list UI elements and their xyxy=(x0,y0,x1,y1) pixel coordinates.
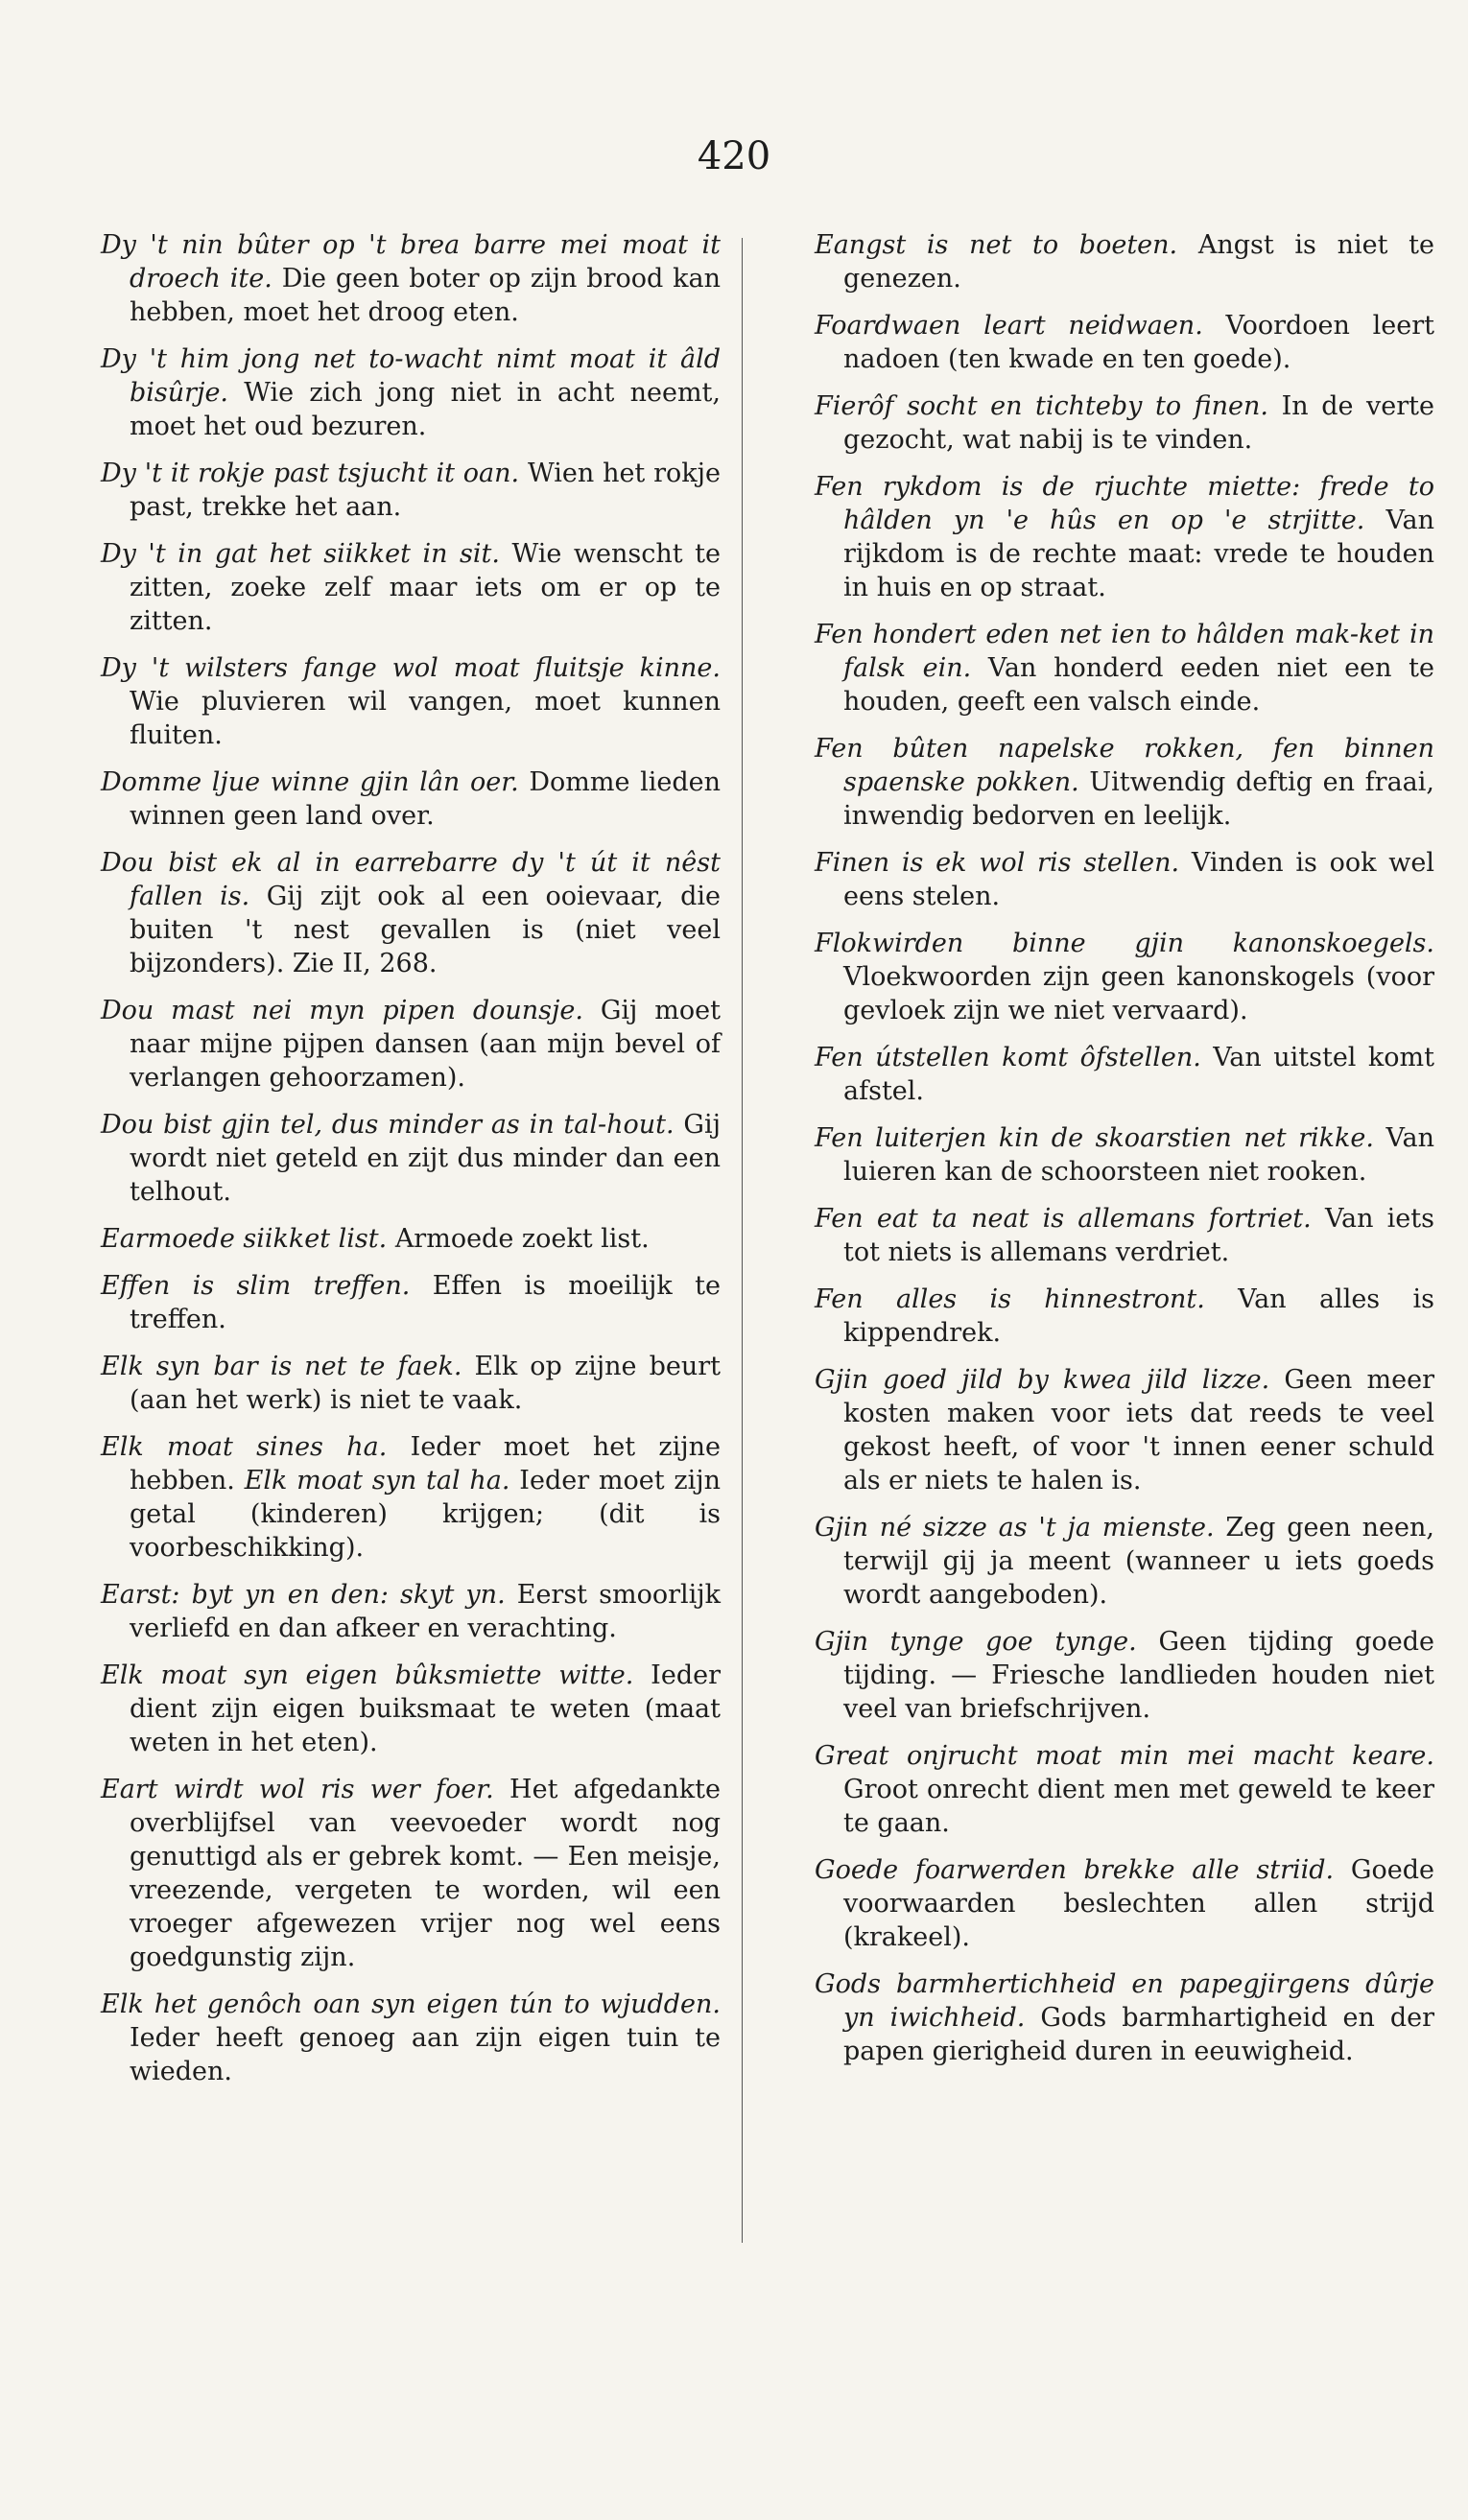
frisian-proverb: Dy 't in gat het siikket in sit. xyxy=(101,539,500,569)
dutch-translation: Zeg geen neen, terwijl gij ja meent (wanneer u iets goeds wordt aangeboden). xyxy=(843,1513,1434,1610)
proverb-entry xyxy=(101,1222,721,1256)
frisian-proverb: Domme ljue winne gjin lân oer. xyxy=(101,767,519,797)
dutch-translation: Geen tijding goede tijding. — Friesche landlieden houden niet veel van briefschrijven. xyxy=(843,1627,1435,1724)
proverb-entry xyxy=(815,927,1434,1027)
dutch-translation: Ieder moet het zijne hebben. xyxy=(130,1432,721,1496)
dutch-translation: Gij wordt niet geteld en zijt dus minder dan een telhout. xyxy=(130,1110,721,1207)
dutch-translation: Voordoen leert nadoen (ten kwade en ten goede). xyxy=(843,311,1434,374)
proverb-entry xyxy=(815,309,1434,376)
proverb-entry xyxy=(815,1967,1434,2068)
dutch-translation: Uitwendig deftig en fraai, inwendig bedorven en leelijk. xyxy=(843,767,1434,831)
frisian-proverb: Dy 't him jong net to-wacht nimt moat it âld bisûrje. xyxy=(101,344,721,408)
frisian-proverb: Gjin né sizze as 't ja mienste. xyxy=(815,1513,1215,1543)
frisian-proverb: Dou mast nei myn pipen dounsje. xyxy=(101,996,583,1025)
frisian-proverb: Goede foarwerden brekke alle striid. xyxy=(815,1855,1335,1885)
proverb-entry xyxy=(101,1988,721,2088)
dutch-translation: Van rijkdom is de rechte maat: vrede te houden in huis en op straat. xyxy=(843,506,1434,602)
frisian-proverb: Fen luiterjen kin de skoarstien net rikke. xyxy=(815,1123,1374,1153)
proverb-entry xyxy=(815,1202,1434,1269)
frisian-proverb: Elk moat syn eigen bûksmiette witte. xyxy=(101,1660,634,1690)
frisian-proverb: Finen is ek wol ris stellen. xyxy=(815,848,1180,878)
frisian-proverb: Dou bist ek al in earrebarre dy 't út it nêst fallen is. xyxy=(101,848,721,911)
dutch-translation: Gij zijt ook al een ooievaar, die buiten 't nest gevallen is (niet veel bijzonders). Zie II, 268. xyxy=(130,882,721,978)
dutch-translation: Effen is moeilijk te treffen. xyxy=(130,1271,721,1334)
proverb-entry xyxy=(101,1430,721,1565)
dutch-translation: Wie zich jong niet in acht neemt, moet het oud bezuren. xyxy=(130,378,721,441)
proverb-entry xyxy=(815,618,1434,718)
dutch-translation: Elk op zijne beurt (aan het werk) is niet te vaak. xyxy=(130,1352,721,1415)
proverb-entry xyxy=(815,1283,1434,1350)
dutch-translation: In de verte gezocht, wat nabij is te vinden. xyxy=(843,391,1434,455)
proverb-entry xyxy=(815,1625,1434,1726)
proverb-entry xyxy=(101,457,721,524)
dutch-translation: Wien het rokje past, trekke het aan. xyxy=(130,459,721,522)
proverb-entry xyxy=(815,389,1434,457)
dutch-translation: Vinden is ook wel eens stelen. xyxy=(843,848,1434,911)
proverb-entry xyxy=(815,1121,1434,1189)
proverb-entry xyxy=(101,846,721,980)
proverb-entry xyxy=(101,1659,721,1759)
frisian-proverb: Gods barmhertichheid en papegjirgens dûrje yn iwichheid. xyxy=(815,1969,1434,2033)
frisian-proverb: Effen is slim treffen. xyxy=(101,1271,411,1301)
frisian-proverb: Earmoede siikket list. xyxy=(101,1224,388,1254)
dutch-translation: Armoede zoekt list. xyxy=(394,1224,650,1254)
dutch-translation: Wie pluvieren wil vangen, moet kunnen fluiten. xyxy=(130,687,721,750)
proverb-entry xyxy=(815,470,1434,604)
dutch-translation: Van alles is kippendrek. xyxy=(843,1284,1434,1348)
proverb-entry xyxy=(815,846,1434,913)
dutch-translation: Angst is niet te genezen. xyxy=(843,230,1434,294)
frisian-proverb: Eart wirdt wol ris wer foer. xyxy=(101,1775,494,1804)
page-number: 420 xyxy=(697,134,771,178)
frisian-proverb: Dy 't nin bûter op 't brea barre mei moat it droech ite. xyxy=(101,230,721,294)
frisian-proverb: Fen útstellen komt ôfstellen. xyxy=(815,1043,1201,1072)
dutch-translation: Van uitstel komt afstel. xyxy=(843,1043,1434,1106)
frisian-proverb: Great onjrucht moat min mei macht keare. xyxy=(815,1741,1434,1771)
proverb-entry xyxy=(101,1578,721,1645)
dutch-translation: Van honderd eeden niet een te houden, geeft een valsch einde. xyxy=(843,653,1434,717)
dutch-translation: Die geen boter op zijn brood kan hebben, moet het droog eten. xyxy=(130,264,721,327)
proverb-entry xyxy=(815,1363,1434,1497)
frisian-proverb: Flokwirden binne gjin kanonskoegels. xyxy=(815,929,1434,958)
frisian-proverb: Dou bist gjin tel, dus minder as in tal-hout. xyxy=(101,1110,675,1140)
dutch-translation: Vloekwoorden zijn geen kanonskogels (voor gevloek zijn we niet vervaard). xyxy=(843,962,1434,1025)
frisian-proverb: Elk het genôch oan syn eigen tún to wjudden. xyxy=(101,1990,721,2019)
proverb-entry xyxy=(815,1739,1434,1840)
proverb-columns xyxy=(101,228,1434,2102)
dutch-translation: Goede voorwaarden beslechten allen strijd (krakeel). xyxy=(843,1855,1434,1952)
frisian-proverb: Fen hondert eden net ien to hâlden mak-ket in falsk ein. xyxy=(815,620,1434,683)
proverb-entry xyxy=(815,1853,1434,1954)
proverb-entry xyxy=(815,732,1434,833)
frisian-proverb: Gjin goed jild by kwea jild lizze. xyxy=(815,1365,1270,1395)
proverb-entry xyxy=(101,651,721,752)
frisian-proverb: Eangst is net to boeten. xyxy=(815,230,1178,260)
dutch-translation: Gods barmhartigheid en der papen gierigheid duren in eeuwigheid. xyxy=(843,2003,1434,2066)
frisian-proverb: Earst: byt yn en den: skyt yn. xyxy=(101,1580,506,1610)
dutch-translation: Ieder dient zijn eigen buiksmaat te weten (maat weten in het eten). xyxy=(130,1660,721,1757)
proverb-entry xyxy=(101,1350,721,1417)
frisian-proverb: Gjin tynge goe tynge. xyxy=(815,1627,1137,1657)
frisian-proverb: Fen rykdom is de rjuchte miette: frede to hâlden yn 'e hûs en op 'e strjitte. xyxy=(815,472,1434,535)
dutch-translation: Groot onrecht dient men met geweld te keer te gaan. xyxy=(843,1775,1434,1838)
frisian-proverb: Fen eat ta neat is allemans fortriet. xyxy=(815,1204,1312,1234)
dutch-translation: Wie wenscht te zitten, zoeke zelf maar iets om er op te zitten. xyxy=(130,539,721,636)
left-column xyxy=(101,228,721,2102)
proverb-entry xyxy=(101,228,721,329)
proverb-entry xyxy=(101,342,721,443)
dutch-translation: Domme lieden winnen geen land over. xyxy=(130,767,721,831)
proverb-entry xyxy=(101,994,721,1095)
proverb-entry xyxy=(815,228,1434,295)
right-column xyxy=(815,228,1434,2102)
proverb-entry xyxy=(815,1511,1434,1612)
proverb-entry xyxy=(101,765,721,833)
frisian-proverb: Fen bûten napelske rokken, fen binnen spaenske pokken. xyxy=(815,734,1434,797)
frisian-proverb: Fierôf socht en tichteby to finen. xyxy=(815,391,1268,421)
dutch-translation: Ieder heeft genoeg aan zijn eigen tuin te wieden. xyxy=(130,2023,721,2086)
frisian-proverb: Dy 't it rokje past tsjucht it oan. xyxy=(101,459,520,488)
dutch-translation: Geen meer kosten maken voor iets dat reeds te veel gekost heeft, of voor 't innen eener schuld als er niets te halen is. xyxy=(843,1365,1434,1496)
dutch-translation: Ieder moet zijn getal (kinderen) krijgen; (dit is voorbeschikking). xyxy=(130,1466,721,1563)
proverb-entry xyxy=(815,1041,1434,1108)
dutch-translation: Van iets tot niets is allemans verdriet. xyxy=(843,1204,1434,1267)
dutch-translation: Het afgedankte overblijfsel van veevoeder wordt nog genuttigd als er gebrek komt. — Een meisje, vreezende, vergeten te worden, wil een vroeger afgewezen vrijer nog wel eens goedgunstig zijn. xyxy=(130,1775,721,1972)
frisian-proverb: Elk moat sines ha. xyxy=(101,1432,388,1462)
frisian-proverb: Elk moat syn tal ha. xyxy=(244,1466,510,1496)
dutch-translation: Van luieren kan de schoorsteen niet rooken. xyxy=(843,1123,1434,1187)
dutch-translation: Gij moet naar mijne pijpen dansen (aan mijn bevel of verlangen gehoorzamen). xyxy=(130,996,721,1093)
frisian-proverb: Fen alles is hinnestront. xyxy=(815,1284,1205,1314)
proverb-entry xyxy=(101,537,721,638)
frisian-proverb: Dy 't wilsters fange wol moat fluitsje kinne. xyxy=(101,653,721,683)
dutch-translation: Eerst smoorlijk verliefd en dan afkeer en verachting. xyxy=(130,1580,721,1643)
proverb-entry xyxy=(101,1108,721,1209)
frisian-proverb: Foardwaen leart neidwaen. xyxy=(815,311,1203,341)
proverb-entry xyxy=(101,1773,721,1974)
frisian-proverb: Elk syn bar is net te faek. xyxy=(101,1352,462,1381)
proverb-entry xyxy=(101,1269,721,1336)
